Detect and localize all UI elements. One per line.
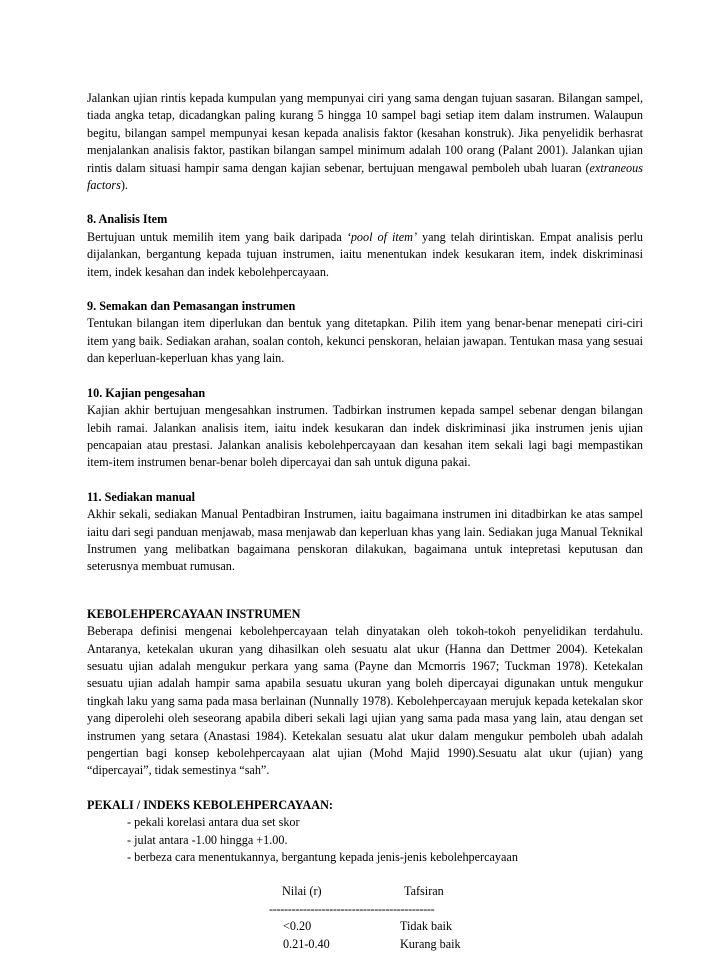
pekali-list: [127, 814, 643, 866]
reliability-heading: KEBOLEHPERCAYAAN INSTRUMEN: [87, 606, 301, 621]
table-cell-nilai: <0.20: [283, 919, 312, 934]
section-11-paragraph: Akhir sekali, sediakan Manual Pentadbiran Instrumen, iaitu bagaimana instrumen ini ditadbirkan ke atas sampel iaitu dari segi panduan menjawab, masa menjawab dan keperluan khas yang lain. Sediakan juga Manual Teknikal Instrumen yang melibatkan bagaimana penskoran dilakukan, bagaimana untuk intepretasi keputusan dan seterusnya membuat rumusan.: [87, 507, 643, 574]
table-cell-tafsiran: Kurang baik: [400, 936, 461, 951]
list-item: - pekali korelasi antara dua set skor: [127, 815, 300, 830]
list-item: - berbeza cara menentukannya, bergantung kepada jenis-jenis kebolehpercayaan: [127, 850, 518, 865]
intro-italic-term: extraneous factors: [87, 160, 643, 193]
section-8-text: Bertujuan untuk memilih item yang baik daripada: [87, 229, 347, 244]
table-cell-tafsiran: Tidak baik: [400, 919, 453, 934]
table-cell-nilai: 0.21-0.40: [283, 936, 330, 951]
pekali-heading: PEKALI / INDEKS KEBOLEHPERCAYAAN:: [87, 797, 333, 812]
section-11-heading: 11. Sediakan manual: [87, 489, 196, 504]
table-rule: --------------------------------------------: [269, 901, 435, 916]
page-content: [87, 90, 643, 953]
table-header-row: [269, 883, 469, 900]
table-row: [269, 918, 469, 935]
section-8-paragraph: [87, 229, 643, 281]
section-9-paragraph: Tentukan bilangan item diperlukan dan bentuk yang ditetapkan. Pilih item yang benar-benar menepati ciri-ciri item yang baik. Sediakan arahan, soalan contoh, kekunci penskoran, helaian jawapan. Tentukan masa yang sesuai dan keperluan-keperluan khas yang lain.: [87, 316, 643, 366]
section-8-heading: 8. Analisis Item: [87, 212, 168, 227]
reliability-table: [269, 883, 469, 953]
section-9-heading: 9. Semakan dan Pemasangan instrumen: [87, 299, 296, 314]
reliability-paragraph: Beberapa definisi mengenai kebolehpercayaan telah dinyatakan oleh tokoh-tokoh penyelidikan terdahulu. Antaranya, ketekalan ukuran yang dihasilkan oleh sesuatu alat ukur (Hanna dan Dettmer 2004). Ketekalan sesuatu ujian adalah mengukur perkara yang sama (Payne dan Mcmorris 1967; Tuckman 1978). Ketekalan sesuatu ujian adalah hampir sama apabila sesuatu ukuran yang boleh dipercayai digunakan untuk mengukur tingkah laku yang sama pada masa berlainan (Nunnally 1978). Kebolehpercayaan merujuk kepada ketekalan skor yang diperolehi oleh seseorang apabila diberi sekali lagi ujian yang sama pada masa yang lain, atau dengan set instrumen yang setara (Anastasi 1984). Ketekalan sesuatu alat ukur dalam mengukur pemboleh ubah adalah pengertian bagi konsep kebolehpercayaan alat ujian (Mohd Majid 1990).Sesuatu alat ukur (ujian) yang “dipercayai”, tidak semestinya “sah”.: [87, 624, 643, 778]
table-row: [269, 936, 469, 953]
list-item: - julat antara -1.00 hingga +1.00.: [127, 832, 288, 847]
intro-text: Jalankan ujian rintis kepada kumpulan yang mempunyai ciri yang sama dengan tujuan sasaran. Bilangan sampel, tiada angka tetap, dicadangkan paling kurang 5 hingga 10 sampel bagi setiap item dalam instrumen. Walaupun begitu, bilangan sampel mempunyai kesan kepada analisis faktor (kesahan konstruk). Jika penyelidik berhasrat menjalankan analisis faktor, pastikan bilangan sampel minimum adalah 100 orang (Palant 2001). Jalankan ujian rintis dalam situasi hampir sama dengan kajian sebenar, bertujuan mengawal pemboleh ubah luaran (: [87, 91, 643, 175]
intro-text-end: ).: [120, 178, 128, 193]
table-header-tafsiran: Tafsiran: [404, 884, 444, 899]
intro-paragraph: [87, 90, 643, 194]
section-10-paragraph: Kajian akhir bertujuan mengesahkan instrumen. Tadbirkan instrumen kepada sampel sebenar dengan bilangan lebih ramai. Jalankan analisis item, iaitu indek kesukaran dan indek diskriminasi jika instrumen jenis ujian pencapaian atau prestasi. Jalankan analisis kebolehpercayaan dan kesahan item sekali lagi bagi mempastikan item-item instrumen benar-benar boleh dipercayai dan sah untuk diguna pakai.: [87, 403, 643, 470]
section-8-italic-term: ‘pool of item’: [346, 229, 418, 244]
table-header-nilai: Nilai (r): [282, 884, 322, 899]
section-10-heading: 10. Kajian pengesahan: [87, 385, 206, 400]
section-8-text-end: yang telah dirintiskan. Empat analisis perlu dijalankan, bergantung kepada tujuan instrumen, iaitu menentukan indek kesukaran item, indek diskriminasi item, indek kesahan dan indek kebolehpercayaan.: [87, 229, 644, 279]
